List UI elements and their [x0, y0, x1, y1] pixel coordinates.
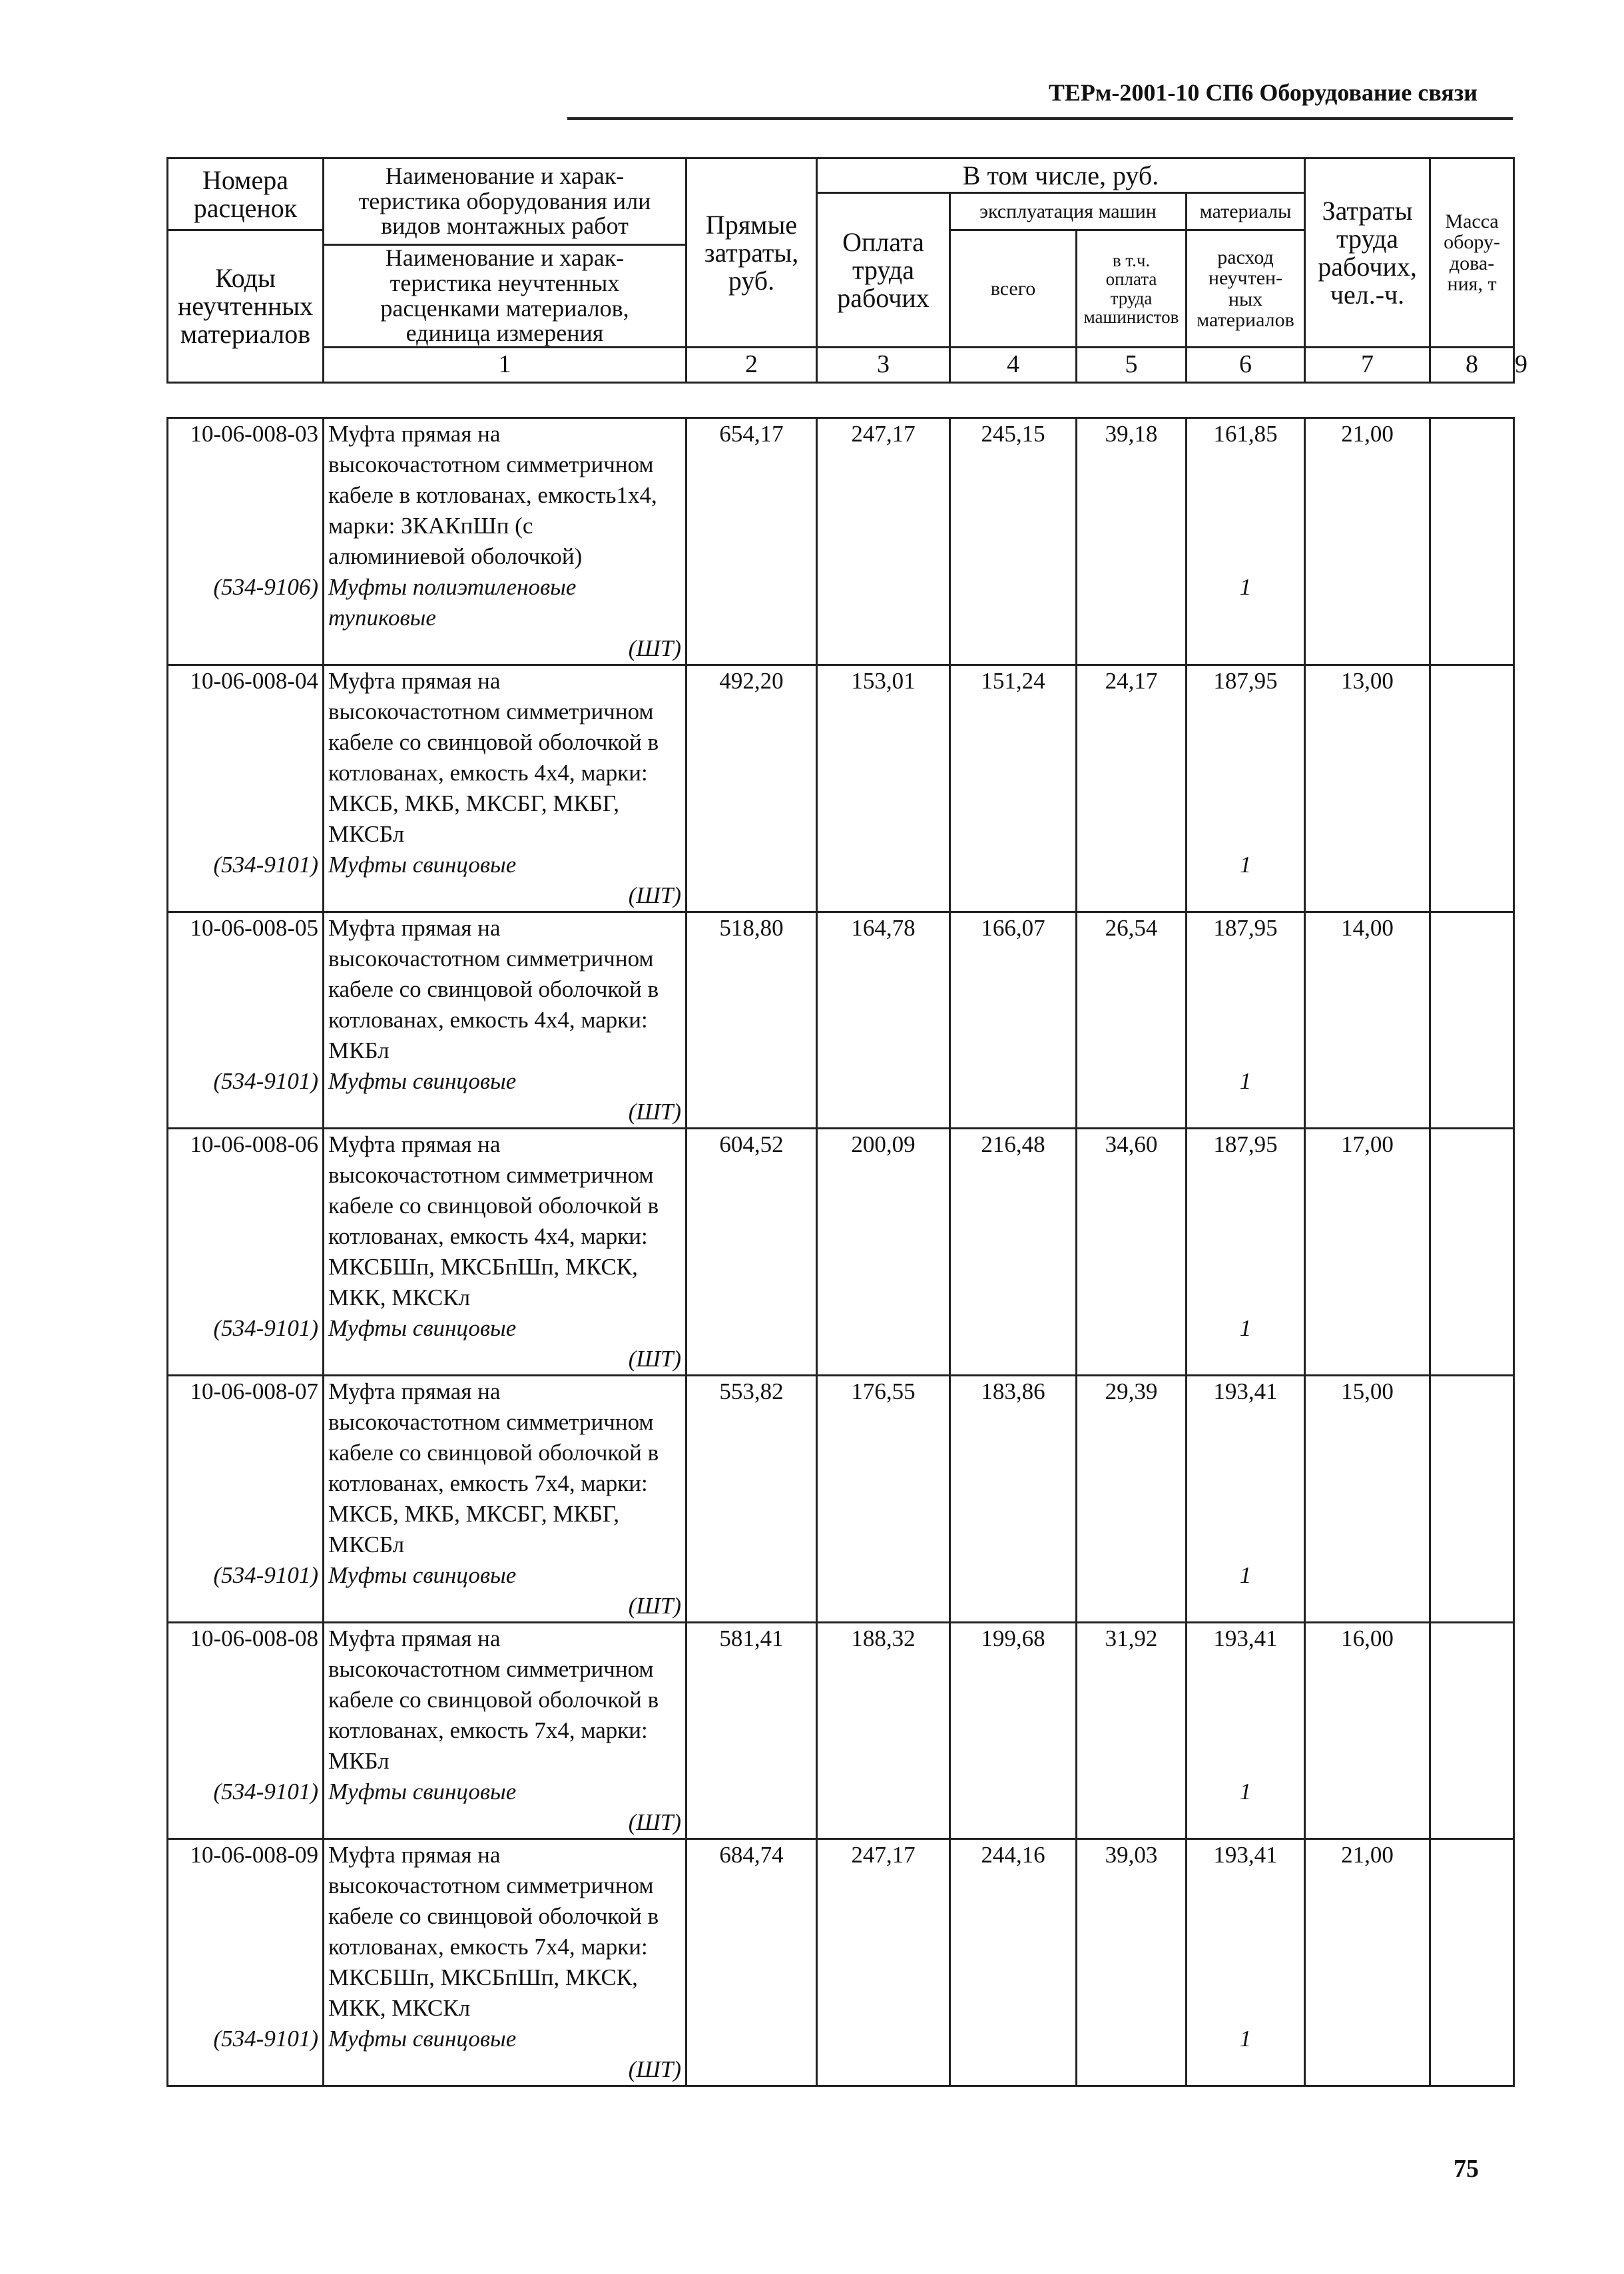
labor-hours: 14,00 [1305, 912, 1430, 1067]
material-quantity: 1 [1187, 2024, 1305, 2086]
rate-code: 10-06-008-08 [168, 1623, 324, 1777]
col-number-4: 4 [950, 348, 1077, 383]
rate-name-line: кабеле со свинцовой оболочкой в [328, 1193, 659, 1219]
rate-name-line: МКБл [328, 1037, 390, 1063]
machines-total: 166,07 [950, 912, 1077, 1067]
material-name [324, 1777, 686, 1839]
material-unit: (ШТ) [628, 2056, 681, 2082]
worker-pay: 247,17 [817, 418, 950, 573]
machinists-pay: 39,03 [1077, 1839, 1187, 2024]
empty-cell [817, 1777, 950, 1839]
rate-name-line: котлованах, емкость 4х4, марки: [328, 1007, 648, 1033]
rate-name-line: кабеле со свинцовой оболочкой в [328, 1687, 659, 1713]
col-material-codes-header: Коды неучтенных материалов [168, 230, 324, 383]
rate-name-line: высокочастотном симметричном [328, 1162, 654, 1188]
rate-name-line: Муфта прямая на [328, 915, 501, 941]
material-unit: (ШТ) [628, 1099, 681, 1125]
empty-cell [817, 850, 950, 912]
empty-cell [686, 2024, 817, 2086]
rate-name-line: алюминиевой оболочкой) [328, 543, 583, 569]
empty-cell [1077, 572, 1187, 665]
rate-name-line: высокочастотном симметричном [328, 699, 654, 724]
material-quantity: 1 [1187, 572, 1305, 665]
material-row [168, 1313, 1514, 1376]
worker-pay: 200,09 [817, 1129, 950, 1314]
machinists-pay: 26,54 [1077, 912, 1187, 1067]
materials-cost: 193,41 [1187, 1376, 1305, 1561]
rate-name-line: Муфта прямая на [328, 1131, 501, 1157]
empty-cell [1430, 1066, 1514, 1129]
table-row [168, 1376, 1514, 1561]
rate-name-line: высокочастотном симметричном [328, 451, 654, 477]
material-code: (534-9101) [168, 1560, 324, 1623]
materials-cost: 161,85 [1187, 418, 1305, 573]
equipment-mass [1430, 665, 1514, 850]
table-row [168, 1839, 1514, 2024]
empty-cell [1430, 1777, 1514, 1839]
material-name [324, 1313, 686, 1376]
machines-total: 245,15 [950, 418, 1077, 573]
rate-name-line: Муфта прямая на [328, 1842, 501, 1868]
rate-name-line: Муфта прямая на [328, 421, 501, 447]
rate-code: 10-06-008-03 [168, 418, 324, 573]
machinists-pay: 24,17 [1077, 665, 1187, 850]
empty-cell [1305, 850, 1430, 912]
material-row [168, 1777, 1514, 1839]
material-code: (534-9101) [168, 1777, 324, 1839]
rate-name-line: МКСБШп, МКСБпШп, МКСК, [328, 1964, 638, 1990]
rate-name-line: котлованах, емкость 7х4, марки: [328, 1934, 648, 1960]
material-quantity: 1 [1187, 1313, 1305, 1376]
material-row [168, 2024, 1514, 2086]
rate-name-line: кабеле в котлованах, емкость1х4, [328, 482, 657, 508]
machinists-pay: 39,18 [1077, 418, 1187, 573]
material-quantity: 1 [1187, 1777, 1305, 1839]
machines-total: 199,68 [950, 1623, 1077, 1777]
empty-cell [817, 2024, 950, 2086]
col-rate-numbers-header: Номера расценок [168, 158, 324, 230]
empty-cell [950, 1777, 1077, 1839]
material-code: (534-9101) [168, 1066, 324, 1129]
rate-name-line: МКК, МКСКл [328, 1284, 471, 1310]
empty-cell [817, 1066, 950, 1129]
labor-hours: 15,00 [1305, 1376, 1430, 1561]
col-group-machines-header: эксплуатация машин [950, 193, 1187, 230]
material-unit: (ШТ) [628, 1346, 681, 1372]
rate-code: 10-06-008-07 [168, 1376, 324, 1561]
rate-name-line: высокочастотном симметричном [328, 1872, 654, 1898]
materials-cost: 187,95 [1187, 665, 1305, 850]
col-labor-hours-header: Затраты труда рабочих, чел.-ч. [1305, 158, 1430, 348]
direct-costs: 654,17 [686, 418, 817, 573]
worker-pay: 188,32 [817, 1623, 950, 1777]
col-number-5: 5 [1077, 348, 1187, 383]
empty-cell [1430, 850, 1514, 912]
table-row [168, 1623, 1514, 1777]
machinists-pay: 31,92 [1077, 1623, 1187, 1777]
material-name-line: Муфты свинцовые [328, 1779, 517, 1805]
empty-cell [1077, 1313, 1187, 1376]
col-number-6: 6 [1187, 348, 1305, 383]
table-row [168, 418, 1514, 573]
empty-cell [817, 1313, 950, 1376]
rate-name-line: МКСБ, МКБ, МКСБГ, МКБГ, [328, 1501, 620, 1527]
empty-cell [1305, 572, 1430, 665]
header-rule [567, 117, 1513, 120]
col-group-materials-header: материалы [1187, 193, 1305, 230]
material-name [324, 2024, 686, 2086]
rate-name [324, 1839, 686, 2024]
material-row [168, 1560, 1514, 1623]
rate-name-line: высокочастотном симметричном [328, 1409, 654, 1435]
machinists-pay: 34,60 [1077, 1129, 1187, 1314]
rate-name-line: котлованах, емкость 7х4, марки: [328, 1470, 648, 1496]
material-unit: (ШТ) [628, 882, 681, 908]
materials-cost: 193,41 [1187, 1839, 1305, 2024]
direct-costs: 684,74 [686, 1839, 817, 2024]
rate-name-line: кабеле со свинцовой оболочкой в [328, 976, 659, 1002]
column-header-table: Номера расценок Наименование и харак- теристика оборудования или видов монтажных работ Прямые затраты, руб. В том числе, руб. Затраты труда рабочих, чел.-ч. Масса обору- дова- ния, т Оплата труда рабочих эксплуатация машин материалы Коды неучтенных материалов всего в т.ч. оплата труда машинистов расход неучтен- ных материалов Наименование и харак- теристика неучтенных расценками материалов, единица измерения 1 2 3 4 5 6 7 8 9 [166, 157, 1515, 384]
empty-cell [686, 1313, 817, 1376]
equipment-mass [1430, 912, 1514, 1067]
empty-cell [686, 1066, 817, 1129]
empty-cell [1305, 2024, 1430, 2086]
col-number-3: 3 [817, 348, 950, 383]
rate-name-line: МКБл [328, 1748, 390, 1774]
labor-hours: 13,00 [1305, 665, 1430, 850]
rate-name-line: Муфта прямая на [328, 668, 501, 694]
rate-name [324, 1376, 686, 1561]
col-worker-pay-header: Оплата труда рабочих [817, 193, 950, 348]
material-code: (534-9101) [168, 2024, 324, 2086]
labor-hours: 21,00 [1305, 418, 1430, 573]
col-name-header-top: Наименование и харак- теристика оборудования или видов монтажных работ [324, 158, 686, 245]
col-machines-total-header: всего [950, 230, 1077, 348]
empty-cell [1077, 1560, 1187, 1623]
col-number-1: 1 [324, 348, 686, 383]
empty-cell [1305, 1777, 1430, 1839]
material-name-line: Муфты свинцовые [328, 2026, 517, 2052]
col-number-7: 7 [1305, 348, 1430, 383]
material-unit: (ШТ) [628, 1593, 681, 1619]
col-materials-consumption-header: расход неучтен- ных материалов [1187, 230, 1305, 348]
material-row [168, 572, 1514, 665]
rate-name [324, 912, 686, 1067]
rate-name-line: Муфта прямая на [328, 1378, 501, 1404]
worker-pay: 164,78 [817, 912, 950, 1067]
machines-total: 183,86 [950, 1376, 1077, 1561]
col-name-header-bottom: Наименование и харак- теристика неучтенных расценками материалов, единица измерения [324, 245, 686, 348]
rate-name [324, 418, 686, 573]
rate-name-line: МКСБл [328, 1532, 405, 1558]
labor-hours: 16,00 [1305, 1623, 1430, 1777]
material-quantity: 1 [1187, 1066, 1305, 1129]
machines-total: 151,24 [950, 665, 1077, 850]
equipment-mass [1430, 1623, 1514, 1777]
rate-name-line: котлованах, емкость 7х4, марки: [328, 1717, 648, 1743]
equipment-mass [1430, 1839, 1514, 2024]
material-name-line: Муфты полиэтиленовые [328, 574, 577, 600]
machines-total: 216,48 [950, 1129, 1077, 1314]
rate-name [324, 1129, 686, 1314]
col-mass-header: Масса обору- дова- ния, т [1430, 158, 1514, 348]
rate-name [324, 665, 686, 850]
worker-pay: 176,55 [817, 1376, 950, 1561]
empty-cell [686, 1777, 817, 1839]
equipment-mass [1430, 1129, 1514, 1314]
labor-hours: 21,00 [1305, 1839, 1430, 2024]
direct-costs: 581,41 [686, 1623, 817, 1777]
rate-name-line: кабеле со свинцовой оболочкой в [328, 1440, 659, 1466]
empty-cell [950, 2024, 1077, 2086]
empty-cell [1430, 2024, 1514, 2086]
rate-name-line: МКСБШп, МКСБпШп, МКСК, [328, 1254, 638, 1280]
table-row [168, 665, 1514, 850]
material-code: (534-9101) [168, 1313, 324, 1376]
col-number-2: 2 [686, 348, 817, 383]
empty-cell [686, 572, 817, 665]
col-machinists-pay-header: в т.ч. оплата труда машинистов [1077, 230, 1187, 348]
material-unit: (ШТ) [628, 635, 681, 661]
empty-cell [1430, 572, 1514, 665]
material-quantity: 1 [1187, 1560, 1305, 1623]
material-name-line: Муфты свинцовые [328, 1562, 517, 1588]
direct-costs: 604,52 [686, 1129, 817, 1314]
material-name-line: Муфты свинцовые [328, 1068, 517, 1094]
rate-code: 10-06-008-05 [168, 912, 324, 1067]
empty-cell [950, 1313, 1077, 1376]
machines-total: 244,16 [950, 1839, 1077, 2024]
empty-cell [1430, 1313, 1514, 1376]
table-row [168, 912, 1514, 1067]
empty-cell [950, 1066, 1077, 1129]
rate-name-line: Муфта прямая на [328, 1625, 501, 1651]
empty-cell [950, 1560, 1077, 1623]
empty-cell [950, 572, 1077, 665]
rate-name-line: котлованах, емкость 4х4, марки: [328, 1223, 648, 1249]
col-number-8: 8 [1430, 348, 1514, 383]
material-row [168, 1066, 1514, 1129]
empty-cell [1077, 1777, 1187, 1839]
rate-name [324, 1623, 686, 1777]
rate-name-line: марки: ЗКАКпШп (с [328, 513, 533, 539]
material-name-line: Муфты свинцовые [328, 852, 517, 878]
document-header-title: ТЕРм-2001-10 СП6 Оборудование связи [1048, 79, 1478, 106]
material-code: (534-9101) [168, 850, 324, 912]
col-direct-costs-header: Прямые затраты, руб. [686, 158, 817, 348]
empty-cell [950, 850, 1077, 912]
rate-code: 10-06-008-06 [168, 1129, 324, 1314]
material-name-line: тупиковые [328, 605, 436, 631]
rate-name-line: МКСБл [328, 821, 405, 847]
material-unit: (ШТ) [628, 1809, 681, 1835]
empty-cell [1077, 2024, 1187, 2086]
page-number: 75 [1454, 2155, 1479, 2183]
worker-pay: 153,01 [817, 665, 950, 850]
material-row [168, 850, 1514, 912]
direct-costs: 553,82 [686, 1376, 817, 1561]
direct-costs: 518,80 [686, 912, 817, 1067]
material-name [324, 850, 686, 912]
empty-cell [1305, 1560, 1430, 1623]
rate-name-line: МКСБ, МКБ, МКСБГ, МКБГ, [328, 790, 620, 816]
empty-cell [817, 572, 950, 665]
empty-cell [1077, 850, 1187, 912]
rate-code: 10-06-008-09 [168, 1839, 324, 2024]
material-code: (534-9106) [168, 572, 324, 665]
materials-cost: 187,95 [1187, 912, 1305, 1067]
labor-hours: 17,00 [1305, 1129, 1430, 1314]
worker-pay: 247,17 [817, 1839, 950, 2024]
rate-name-line: кабеле со свинцовой оболочкой в [328, 1903, 659, 1929]
materials-cost: 187,95 [1187, 1129, 1305, 1314]
empty-cell [1077, 1066, 1187, 1129]
material-name-line: Муфты свинцовые [328, 1315, 517, 1341]
material-quantity: 1 [1187, 850, 1305, 912]
material-name [324, 1066, 686, 1129]
empty-cell [1305, 1313, 1430, 1376]
rates-table [166, 417, 1515, 2087]
direct-costs: 492,20 [686, 665, 817, 850]
rate-code: 10-06-008-04 [168, 665, 324, 850]
rate-name-line: МКК, МКСКл [328, 1995, 471, 2021]
equipment-mass [1430, 418, 1514, 573]
empty-cell [817, 1560, 950, 1623]
table-row [168, 1129, 1514, 1314]
empty-cell [1430, 1560, 1514, 1623]
rate-name-line: котлованах, емкость 4х4, марки: [328, 760, 648, 786]
machinists-pay: 29,39 [1077, 1376, 1187, 1561]
rate-name-line: кабеле со свинцовой оболочкой в [328, 729, 659, 755]
rate-name-line: высокочастотном симметричном [328, 946, 654, 972]
col-group-incl-header: В том числе, руб. [817, 158, 1305, 193]
materials-cost: 193,41 [1187, 1623, 1305, 1777]
empty-cell [686, 850, 817, 912]
material-name [324, 1560, 686, 1623]
equipment-mass [1430, 1376, 1514, 1561]
empty-cell [686, 1560, 817, 1623]
rate-name-line: высокочастотном симметричном [328, 1656, 654, 1682]
empty-cell [1305, 1066, 1430, 1129]
material-name [324, 572, 686, 665]
